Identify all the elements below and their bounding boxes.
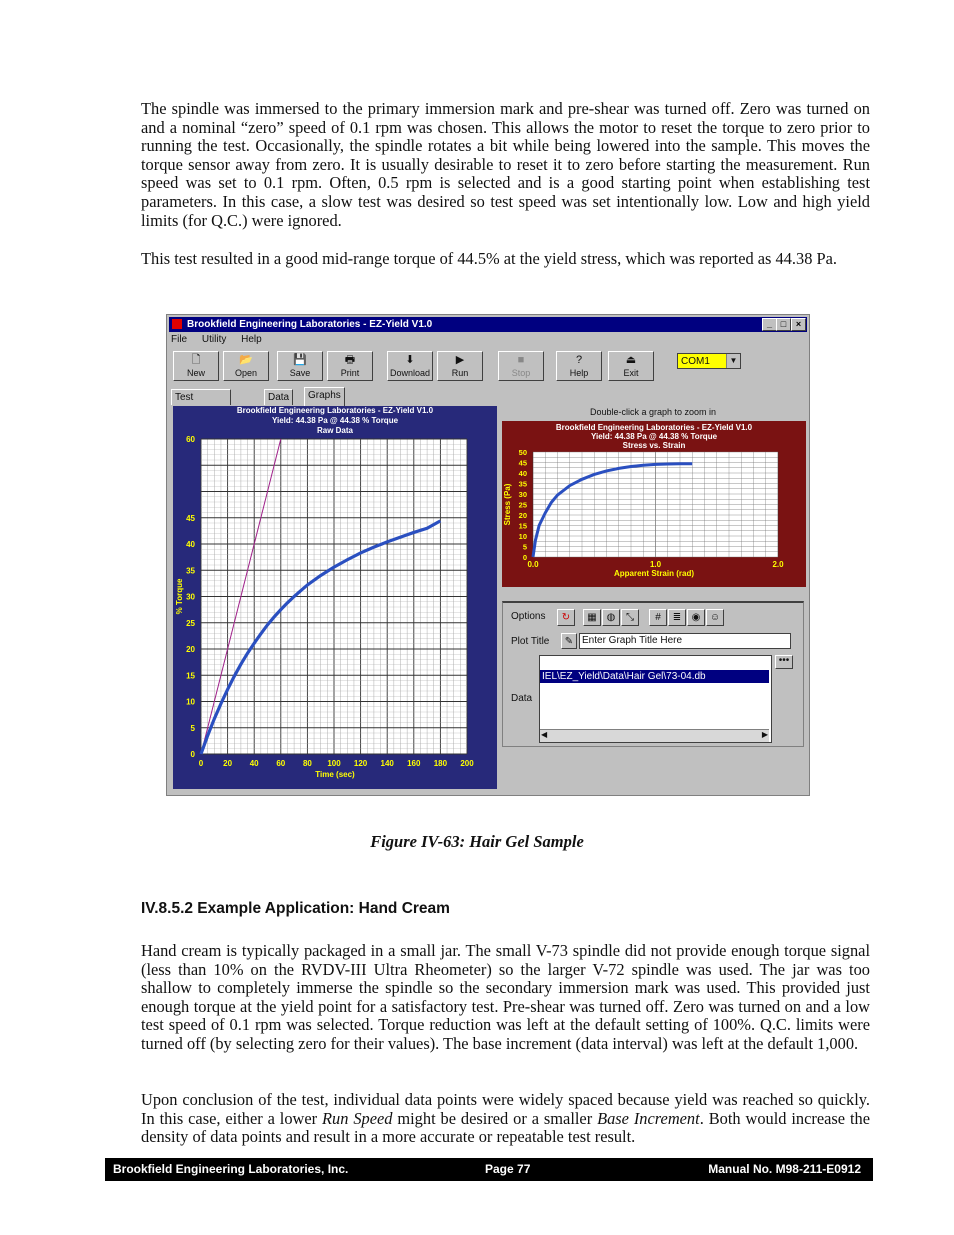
save-icon: 💾 (293, 354, 307, 366)
download-icon: ⬇ (405, 354, 415, 366)
help-button[interactable] (556, 351, 602, 381)
x-tick-label: 40 (249, 759, 259, 768)
toolbar-label: New (186, 368, 205, 378)
x-tick-label: 200 (460, 759, 474, 768)
menu-file[interactable]: File (171, 334, 188, 345)
y-axis-label: Stress (Pa) (503, 483, 512, 526)
chart-subtitle: Yield: 44.38 Pa @ 44.38 % Torque (271, 416, 399, 425)
raw-data-plot[interactable] (173, 406, 497, 789)
graph-type-icon[interactable]: ▦ (583, 609, 601, 626)
x-tick-label: 120 (353, 759, 368, 768)
toolbar-label: Run (451, 368, 469, 378)
x-tick-label: 2.0 (772, 560, 784, 569)
y-tick-label: 35 (518, 479, 527, 489)
conclusion-text-3: . Both would increase the density of data points and result in a more accurate or repeatable test result. (141, 1108, 870, 1147)
printer-icon: 🖶 (344, 354, 356, 366)
x-tick-label: 140 (380, 759, 394, 768)
com-port-value: COM1 (681, 356, 710, 367)
y-axis-label: % Torque (175, 578, 184, 615)
help-graph-icon[interactable]: ☺ (706, 609, 724, 626)
new-file-icon: 🗋 (191, 354, 201, 366)
x-axis-label: Time (sec) (315, 770, 355, 779)
y-tick-label: 60 (186, 435, 195, 444)
y-tick-label: 25 (186, 618, 195, 628)
footer-company: Brookfield Engineering Laboratories, Inc. (113, 1162, 349, 1176)
toolbar-label: Open (234, 368, 258, 378)
help-icon: ? (575, 354, 583, 366)
toolbar-label: Stop (511, 368, 531, 378)
close-button[interactable]: × (791, 318, 806, 331)
y-tick-label: 40 (186, 540, 195, 549)
menu-utility[interactable]: Utility (201, 334, 227, 345)
options-label: Options (511, 611, 546, 622)
brookfield-logo-icon (172, 319, 182, 329)
run-speed-term: Run Speed (322, 1108, 393, 1128)
stop-icon: ■ (517, 354, 525, 366)
paragraph-intro: The spindle was immersed to the primary immersion mark and pre-shear was turned off. Zero was turned on and a nominal “zero” speed of 0.1 rpm was chosen. This allows the motor to reset the torque to zero prior to running the test. Occasionally, the spindle rotates a bit while being lowered into the sample. This moves the torque sensor away from zero. It is usually desirable to reset it to zero before starting the measurement. Run speed was set to 0.1 rpm. Often, 0.5 rpm is selected and is a good starting point when establishing test parameters. In this case, a slow test was desired so test speed was set intentionally low. Low and high yield limits (for Q.C.) were ignored. (141, 99, 870, 230)
com-port-select[interactable] (677, 353, 741, 369)
exit-button[interactable] (608, 351, 654, 381)
y-tick-label: 30 (518, 490, 527, 499)
toolbar-label: Help (569, 368, 589, 378)
y-tick-label: 5 (190, 723, 195, 733)
chart-subtitle: Yield: 44.38 Pa @ 44.38 % Torque (590, 432, 718, 441)
page-footer (105, 1158, 873, 1181)
legend-icon[interactable]: ≣ (668, 609, 686, 626)
x-tick-label: 60 (276, 759, 286, 768)
y-tick-label: 45 (186, 513, 195, 523)
ez-yield-window (166, 314, 810, 796)
run-icon: ▶ (455, 354, 465, 366)
browse-button[interactable]: ••• (775, 655, 793, 669)
run-button[interactable] (437, 351, 483, 381)
conclusion-text-2: might be desired or a smaller (392, 1108, 598, 1128)
chevron-down-icon[interactable]: ▼ (726, 354, 740, 368)
y-tick-label: 40 (518, 469, 527, 478)
data-file-list[interactable] (539, 655, 772, 743)
chart-subtitle-2: Stress vs. Strain (622, 441, 686, 450)
plot-title-input[interactable]: Enter Graph Title Here (579, 633, 791, 649)
data-file-item[interactable]: IEL\EZ_Yield\Data\Hair Gel\73-04.db (540, 670, 769, 683)
edit-title-icon[interactable]: ✎ (561, 633, 577, 649)
y-tick-label: 10 (186, 697, 195, 707)
figure-caption: Figure IV-63: Hair Gel Sample (370, 832, 584, 851)
window-titlebar (169, 317, 807, 332)
y-tick-label: 0 (190, 750, 195, 759)
x-tick-label: 0 (198, 759, 204, 768)
conclusion-text-1: Upon conclusion of the test, individual data points were widely spaced because yield was reached so quickly. In this case, either a lower (141, 1090, 870, 1128)
save-button[interactable] (277, 351, 323, 381)
scroll-left-icon[interactable]: ◀ (541, 730, 548, 739)
y-tick-label: 35 (186, 566, 195, 576)
print-button[interactable] (327, 351, 373, 381)
paragraph-conclusion (141, 1091, 870, 1147)
refresh-icon[interactable]: ↻ (557, 609, 575, 626)
grid-icon[interactable]: # (649, 609, 667, 626)
toolbar-label: Save (289, 368, 311, 378)
x-tick-label: 20 (223, 759, 233, 768)
menu-help[interactable]: Help (241, 334, 262, 345)
new-button[interactable] (173, 351, 219, 381)
y-tick-label: 20 (186, 645, 195, 654)
zoom-axes-icon[interactable]: ⤡ (621, 609, 639, 626)
y-tick-label: 20 (518, 511, 527, 520)
x-tick-label: 160 (407, 759, 421, 768)
exit-door-icon: ⏏ (625, 354, 637, 366)
stress-strain-plot[interactable] (502, 421, 806, 587)
plot-title-label: Plot Title (511, 636, 550, 647)
tab-data[interactable]: Data (264, 389, 293, 405)
toolbar-label: Print (340, 368, 360, 378)
raw-data-chart (173, 406, 497, 789)
horizontal-scrollbar[interactable] (540, 729, 769, 742)
stop-button[interactable] (498, 351, 544, 381)
open-button[interactable] (223, 351, 269, 381)
footer-manual: Manual No. M98-211-E0912 (708, 1162, 861, 1176)
scroll-right-icon[interactable]: ▶ (761, 730, 768, 739)
y-tick-label: 15 (186, 671, 195, 681)
stress-strain-chart (502, 421, 806, 587)
x-tick-label: 1.0 (649, 560, 662, 569)
chart-subtitle-2: Raw Data (316, 426, 354, 435)
window-title: Brookfield Engineering Laboratories - EZ-Yield V1.0 (187, 319, 433, 330)
footer-page: Page 77 (485, 1162, 531, 1176)
palette-icon[interactable]: ◍ (602, 609, 620, 626)
y-tick-label: 15 (518, 521, 527, 531)
minimize-button[interactable]: _ (762, 318, 777, 331)
x-tick-label: 100 (327, 759, 341, 768)
toolbar-label: Download (389, 368, 431, 378)
toolbar-label: Exit (623, 368, 639, 378)
base-increment-term: Base Increment (597, 1108, 700, 1128)
data-label: Data (511, 693, 533, 704)
x-axis-label: Apparent Strain (rad) (613, 569, 695, 578)
x-tick-label: 180 (433, 759, 448, 768)
y-tick-label: 10 (518, 532, 527, 541)
y-tick-label: 30 (186, 592, 195, 602)
tab-graphs[interactable]: Graphs (304, 387, 345, 406)
print-graph-icon[interactable]: ◉ (687, 609, 705, 626)
y-tick-label: 50 (518, 448, 527, 457)
y-tick-label: 0 (522, 553, 527, 562)
x-tick-label: 80 (302, 759, 312, 768)
paragraph-hand-cream: Hand cream is typically packaged in a small jar. The small V-73 spindle did not provide enough torque signal (less than 10% on the RVDV-III Ultra Rheometer) so the larger V-72 spindle was used. The jar was too shallow to completely immerse the spindle so the secondary immersion mark was used. This provided just enough torque at the yield point for a satisfactory test. Pre-shear was turned off. Zero was turned on and a low test speed of 0.1 rpm was selected. Torque reduction was left at the default setting of 100%. Q.C. limits were turned off (by selecting zero for their values). The base increment (data interval) was left at the default 1,000. (141, 941, 870, 1053)
download-button[interactable] (387, 351, 433, 381)
maximize-button[interactable]: □ (776, 318, 791, 331)
chart-title: Brookfield Engineering Laboratories - EZ-Yield V1.0 (555, 423, 753, 432)
paragraph-result: This test resulted in a good mid-range torque of 44.5% at the yield stress, which was reported as 44.38 Pa. (141, 249, 837, 268)
menu-bar (171, 334, 274, 348)
y-tick-label: 5 (522, 542, 527, 552)
section-heading: IV.8.5.2 Example Application: Hand Cream (141, 900, 450, 917)
options-panel (502, 601, 804, 747)
folder-open-icon: 📂 (239, 354, 253, 366)
tab-test-parameters[interactable]: Test (171, 389, 231, 405)
zoom-hint: Double-click a graph to zoom in (589, 407, 717, 417)
x-tick-label: 0.0 (527, 560, 539, 569)
y-tick-label: 45 (518, 458, 527, 468)
y-tick-label: 25 (518, 500, 527, 510)
chart-title: Brookfield Engineering Laboratories - EZ-Yield V1.0 (236, 406, 434, 415)
